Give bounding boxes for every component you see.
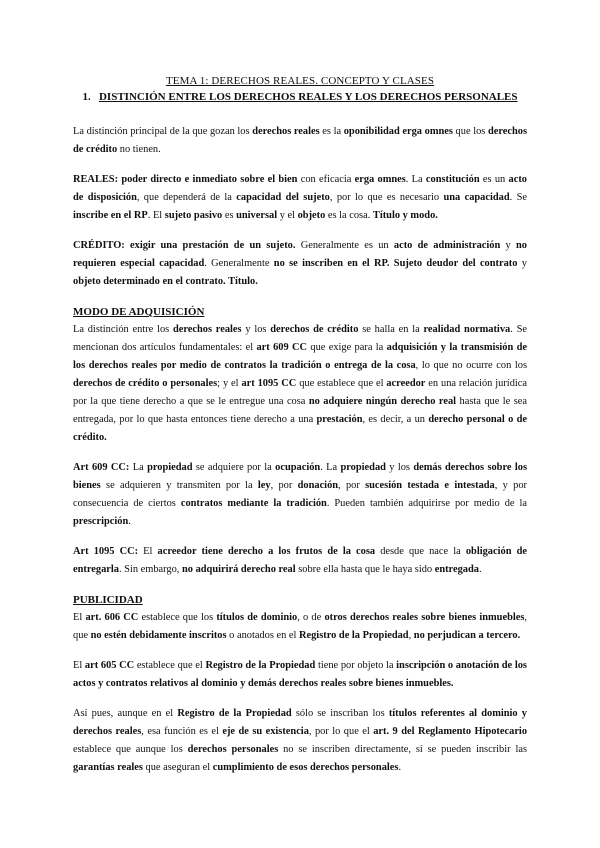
bold-text-run: ley [257, 480, 271, 491]
bold-text-run: art 605 CC [84, 660, 135, 671]
text-run: , por [338, 480, 366, 491]
text-run: , esa función es el [141, 726, 223, 737]
text-run: se halla en la [358, 324, 424, 335]
bold-text-run: una capacidad [443, 192, 510, 203]
text-run: no se inscriben directamente, sí se pueden inscribir las [278, 744, 527, 755]
text-run: , por lo que el [308, 726, 374, 737]
text-run: y los [385, 462, 414, 473]
bold-text-run: obligación de entregarla [73, 546, 527, 575]
text-run: en una relación jurídica por la que tiene derecho a que se le entregue una cosa [73, 378, 527, 407]
bold-text-run: Art 609 CC: [73, 462, 130, 473]
text-run: , [408, 630, 414, 641]
text-run: tiene por objeto la [315, 660, 397, 671]
text-run: . Generalmente [204, 258, 274, 269]
text-run: La distinción entre los [73, 324, 173, 335]
text-run: . El [147, 210, 165, 221]
bold-text-run: cumplimiento de esos derechos personales [212, 762, 399, 773]
bold-text-run: garantías reales [73, 762, 143, 773]
bold-text-run: ocupación [275, 462, 321, 473]
paragraph-modo [73, 321, 527, 447]
section-number: 1. [82, 91, 91, 103]
text-run: , o de [297, 612, 325, 623]
text-run: establece que aunque los [73, 744, 188, 755]
text-run: , que [73, 612, 528, 641]
text-run: , y por consecuencia de ciertos [73, 480, 527, 509]
bold-text-run: derecho personal o de crédito. [73, 414, 527, 443]
document-title: TEMA 1: DERECHOS REALES. CONCEPTO Y CLASES [165, 75, 435, 87]
bold-text-run: no requieren especial capacidad [73, 240, 527, 269]
text-run: es la [319, 126, 344, 137]
text-run: es un [479, 174, 509, 185]
bold-text-run: no se inscriben en el RP. Sujeto deudor del contrato [273, 258, 518, 269]
bold-text-run: no adquiere ningún derecho real [308, 396, 457, 407]
text-run: y [517, 258, 527, 269]
text-run: . La [405, 174, 426, 185]
paragraph-intro [73, 123, 527, 159]
text-run: . La [320, 462, 341, 473]
bold-text-run: art 1095 CC [241, 378, 297, 389]
bold-text-run: sucesión testada e intestada [365, 480, 495, 491]
bold-text-run: derechos de crédito o personales [73, 378, 218, 389]
bold-text-run: art. 606 CC [85, 612, 139, 623]
text-run: se adquiere por la [192, 462, 276, 473]
bold-text-run: REALES: poder directo e inmediato sobre el bien [73, 174, 298, 185]
text-run: . Se mencionan dos artículos fundamentales: el [73, 324, 527, 353]
bold-text-run: oponibilidad erga omnes [343, 126, 453, 137]
bold-text-run: propiedad [147, 462, 193, 473]
text-run: hasta que le sea entregada, por lo que hasta entonces tiene derecho a una [73, 396, 527, 425]
text-run: y el [277, 210, 298, 221]
text-run: y los [241, 324, 271, 335]
paragraph-art605 [73, 657, 527, 693]
bold-text-run: Registro de la Propiedad [205, 660, 316, 671]
text-run: Así pues, aunque en el [73, 708, 178, 719]
paragraph-credito [73, 237, 527, 291]
text-run: La distinción principal de la que gozan los [73, 126, 253, 137]
text-run: establece que el [134, 660, 206, 671]
bold-text-run: derechos reales [172, 324, 242, 335]
text-run: El [138, 546, 158, 557]
text-run: es [222, 210, 237, 221]
text-run: y [500, 240, 517, 251]
text-run: . Pueden también adquirirse por medio de la [326, 498, 528, 509]
text-run: Generalmente es un [295, 240, 394, 251]
paragraph-reales [73, 171, 527, 225]
bold-text-run: no adquirirá derecho real [182, 564, 296, 575]
bold-text-run: propiedad [340, 462, 386, 473]
bold-text-run: objeto determinado en el contrato. Título. [73, 276, 258, 287]
text-run: , es decir, a un [362, 414, 429, 425]
bold-text-run: contratos mediante la tradición [180, 498, 327, 509]
text-run: no tienen. [117, 144, 161, 155]
text-run: que establece que el [296, 378, 387, 389]
bold-text-run: derechos reales [252, 126, 320, 137]
text-run: , lo que no ocurre con los [415, 360, 527, 371]
bold-text-run: universal [236, 210, 278, 221]
text-run: o anotados en el [226, 630, 299, 641]
bold-text-run: no estén debidamente inscritos [90, 630, 227, 641]
paragraph-art606 [73, 609, 527, 645]
text-run: El [73, 660, 85, 671]
bold-text-run: eje de su existencia [222, 726, 309, 737]
bold-text-run: entregada [434, 564, 479, 575]
text-run: El [73, 612, 86, 623]
text-run: ; y el [217, 378, 242, 389]
bold-text-run: art 609 CC [256, 342, 308, 353]
text-run: establece que los [138, 612, 217, 623]
bold-text-run: sujeto pasivo [164, 210, 223, 221]
text-run: . Se [509, 192, 527, 203]
bold-text-run: objeto [297, 210, 326, 221]
text-run: La [129, 462, 148, 473]
text-run: sobre ella hasta que le haya sido [295, 564, 435, 575]
bold-text-run: Registro de la Propiedad [177, 708, 292, 719]
bold-text-run: constitución [425, 174, 480, 185]
bold-text-run: acto de disposición [73, 174, 527, 203]
paragraph-art1095 [73, 543, 527, 579]
bold-text-run: derechos de crédito [270, 324, 359, 335]
bold-text-run: no perjudican a tercero. [413, 630, 521, 641]
heading-modo-adquisicion: MODO DE ADQUISICIÓN [73, 306, 205, 318]
bold-text-run: Art 1095 CC: [73, 546, 139, 557]
text-run: con eficacia [297, 174, 355, 185]
bold-text-run: prescripción [73, 516, 129, 527]
text-run: se adquieren y transmiten por la [100, 480, 258, 491]
text-run: que exige para la [307, 342, 387, 353]
bold-text-run: art. 9 del Reglamento Hipotecario [373, 726, 528, 737]
bold-text-run: CRÉDITO: exigir una prestación de un sujeto. [73, 240, 296, 251]
text-run: que los [452, 126, 488, 137]
section-heading [73, 90, 527, 104]
document-body [73, 74, 527, 789]
bold-text-run: inscripción o anotación de los actos y contratos relativos al dominio y demás derechos reales sobre bienes inmuebles. [73, 660, 527, 689]
bold-text-run: demás derechos sobre los bienes [73, 462, 527, 491]
text-run: , por [270, 480, 298, 491]
text-run: sólo se inscriban los [291, 708, 389, 719]
bold-text-run: derechos de crédito [73, 126, 528, 155]
bold-text-run: acto de administración [393, 240, 501, 251]
bold-text-run: donación [297, 480, 339, 491]
text-run: , que dependerá de la [136, 192, 237, 203]
text-run: es la cosa. [325, 210, 373, 221]
paragraph-asi-pues [73, 705, 527, 777]
text-run: , por lo que es necesario [329, 192, 444, 203]
text-run: . [398, 762, 402, 773]
text-run: . Sin embargo, [118, 564, 182, 575]
bold-text-run: inscribe en el RP [73, 210, 148, 221]
text-run: . [128, 516, 131, 527]
bold-text-run: títulos de dominio [216, 612, 298, 623]
heading-publicidad: PUBLICIDAD [73, 594, 143, 606]
bold-text-run: acreedor tiene derecho a los frutos de la cosa [157, 546, 376, 557]
text-run: . [478, 564, 482, 575]
paragraph-art609 [73, 459, 527, 531]
bold-text-run: otros derechos reales sobre bienes inmuebles [324, 612, 525, 623]
bold-text-run: Título y modo. [372, 210, 438, 221]
text-run: que aseguran el [142, 762, 213, 773]
bold-text-run: Registro de la Propiedad [299, 630, 409, 641]
bold-text-run: capacidad del sujeto [236, 192, 330, 203]
bold-text-run: erga omnes [354, 174, 406, 185]
bold-text-run: realidad normativa [423, 324, 511, 335]
bold-text-run: prestación [316, 414, 363, 425]
bold-text-run: títulos referentes al dominio y derechos reales [73, 708, 527, 737]
bold-text-run: adquisición y la transmisión de los derechos reales por medio de contratos la tradición o entrega de la cosa [73, 342, 528, 371]
text-run: desde que nace la [375, 546, 466, 557]
bold-text-run: acreedor [386, 378, 426, 389]
bold-text-run: derechos personales [187, 744, 279, 755]
section-title: DISTINCIÓN ENTRE LOS DERECHOS REALES Y LOS DERECHOS PERSONALES [98, 91, 518, 103]
